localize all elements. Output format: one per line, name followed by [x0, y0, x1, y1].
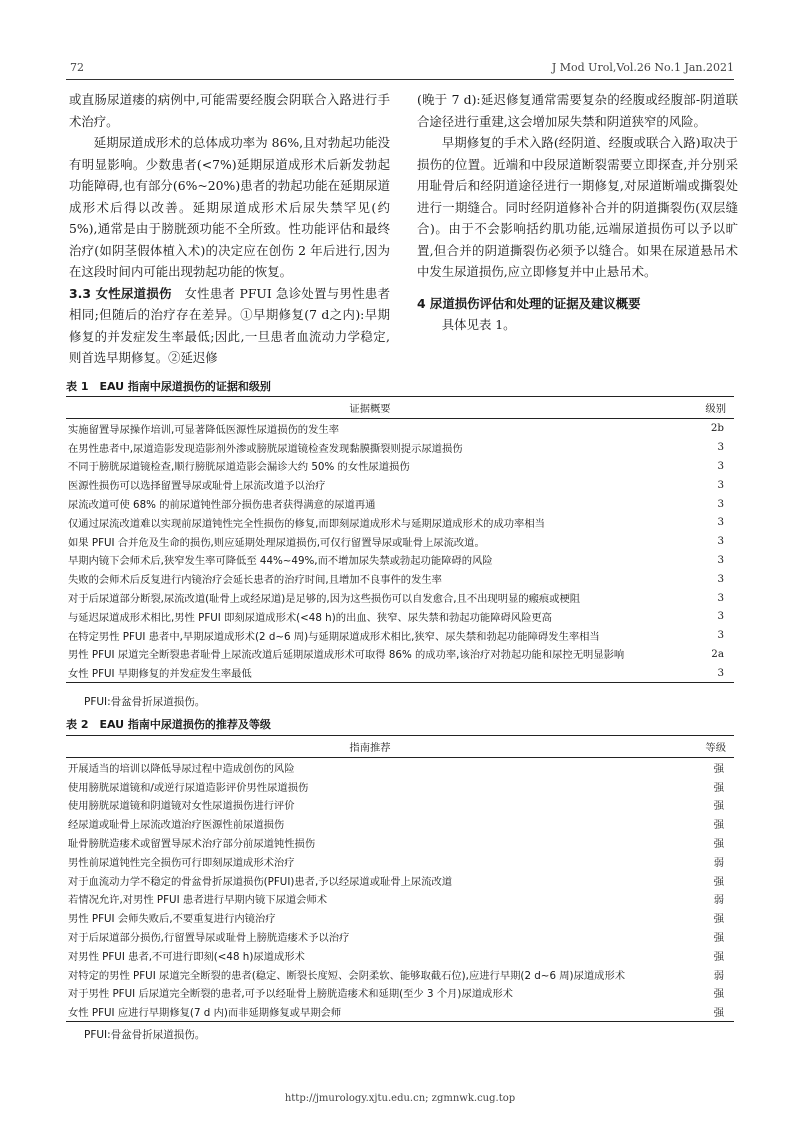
table1-cell-level: 3: [717, 572, 724, 585]
table1-cell-text: 尿流改道可使 68% 的前尿道钝性部分损伤患者获得满意的尿道再通: [68, 499, 376, 512]
table2-cell-level: 强: [713, 950, 724, 963]
table2-header-recommendation: 指南推荐: [66, 736, 674, 758]
table2-row: [66, 777, 734, 796]
table1-row: [66, 626, 734, 645]
table1-cell-text: 仅通过尿流改道难以实现前尿道钝性完全性损伤的修复,而即刻尿道成形术与延期尿道成形术的成功率相当: [68, 517, 545, 530]
table2-cell-text: 对于血流动力学不稳定的骨盆骨折尿道损伤(PFUI)患者,予以经尿道或耻骨上尿流改道: [68, 875, 453, 888]
table1-cell-text: 对于后尿道部分断裂,尿流改道(耻骨上或经尿道)是足够的,因为这些损伤可以自发愈合,且不出现明显的瘢痕或梗阻: [68, 593, 581, 606]
table1-cell-text: 医源性损伤可以选择留置导尿或耻骨上尿流改道予以治疗: [68, 480, 326, 493]
table2-cell-text: 耻骨膀胱造瘘术或留置导尿术治疗部分前尿道钝性损伤: [68, 838, 316, 851]
table2-row: [66, 984, 734, 1003]
left-column: [69, 89, 390, 369]
table2-row: [66, 927, 734, 946]
table1-cell-text: 不同于膀胱尿道镜检查,顺行膀胱尿道造影会漏诊大约 50% 的女性尿道损伤: [68, 461, 410, 474]
table1-row: [66, 438, 734, 457]
journal-citation: J Mod Urol,Vol.26 No.1 Jan.2021: [551, 61, 734, 74]
table2-caption: [66, 716, 271, 732]
table2-header-row: [66, 736, 734, 758]
table2-cell-text: 对特定的男性 PFUI 尿道完全断裂的患者(稳定、断裂长度短、会阴柔软、能够取截石位),应进行早期(2 d~6 周)尿道成形术: [68, 969, 626, 982]
footer-url: http://jmurology.xjtu.edu.cn; zgmnwk.cug.top: [284, 1093, 516, 1104]
table2-label: 表 2: [66, 718, 89, 731]
table1-row: [66, 532, 734, 551]
right-column: [417, 89, 738, 336]
table2-cell-level: 强: [674, 1002, 734, 1021]
table1-cell-level: 3: [717, 591, 724, 604]
table1-cell-level: 3: [717, 553, 724, 566]
table2-cell-level: 强: [713, 932, 724, 945]
table2-cell-level: 强: [713, 875, 724, 888]
table1-header-row: [66, 397, 734, 419]
table2-cell-level: 强: [713, 988, 724, 1001]
table2-cell-text: 女性 PFUI 应进行早期修复(7 d 内)而非延期修复或早期会师: [66, 1002, 674, 1021]
table2-cell-level: 弱: [713, 969, 724, 982]
table1-row: [66, 663, 734, 682]
table1-row: [66, 569, 734, 588]
table2-cell-level: 弱: [713, 856, 724, 869]
section-4-heading: 4 尿道损伤评估和处理的证据及建议概要: [417, 295, 641, 311]
section-3-3-body: 女性患者 PFUI 急诊处置与男性患者相同;但随后的治疗存在差异。①早期修复(7 d之内):早期修复的并发症发生率最低;因此,一旦患者血流动力学稳定,则首选早期修复。②延迟修: [69, 285, 390, 365]
table1-cell-text: 在男性患者中,尿道造影发现造影剂外渗或膀胱尿道镜检查发现黏膜撕裂则提示尿道损伤: [68, 442, 463, 455]
table1-caption: [66, 378, 271, 394]
table2-cell-level: 强: [713, 762, 724, 775]
table1-cell-level: 3: [717, 516, 724, 529]
table1-cell-text: 在特定男性 PFUI 患者中,早期尿道成形术(2 d~6 周)与延期尿道成形术相比,狭窄、尿失禁和勃起功能障碍发生率相当: [68, 630, 600, 643]
table2-cell-level: 强: [713, 800, 724, 813]
table1-row: [66, 551, 734, 570]
table2-row: [66, 852, 734, 871]
table2-cell-text: 男性前尿道钝性完全损伤可行即刻尿道成形术治疗: [68, 856, 295, 869]
table2-cell-level: 强: [713, 819, 724, 832]
table2-row: [66, 1002, 734, 1021]
table1-cell-level: 3: [717, 478, 724, 491]
table1-cell-level: 3: [717, 497, 724, 510]
table2-cell-level: 强: [713, 838, 724, 851]
table1-cell-text: 失败的会师术后反复进行内镜治疗会延长患者的治疗时间,且增加不良事件的发生率: [68, 574, 442, 587]
table2-cell-text: 对于男性 PFUI 后尿道完全断裂的患者,可予以经耻骨上膀胱造瘘术和延期(至少 3 个月)尿道成形术: [68, 988, 513, 1001]
table1-row: [66, 607, 734, 626]
table2-cell-level: 强: [713, 781, 724, 794]
table2-note: PFUI:骨盆骨折尿道损伤。: [84, 1029, 206, 1041]
left-paragraph-1: 或直肠尿道瘘的病例中,可能需要经腹会阴联合入路进行手术治疗。: [69, 92, 390, 129]
table1-row: [66, 645, 734, 664]
page-number: 72: [70, 61, 84, 74]
table2-row: [66, 833, 734, 852]
table2-cell-text: 对于后尿道部分损伤,行留置导尿或耻骨上膀胱造瘘术予以治疗: [68, 932, 350, 945]
left-paragraph-2: 延期尿道成形术的总体成功率为 86%,且对勃起功能没有明显影响。少数患者(<7%)延期尿道成形术后新发勃起功能障碍,也有部分(6%~20%)患者的勃起功能在延期尿道成形术后得以改善。延期尿道成形术后尿失禁罕见(约 5%),通常是由于膀胱颈功能不全所致。性功能评估和最终治疗(如阴茎假体植入术)的决定应在创伤 2 年后进行,因为在这段时间内可能出现勃起功能的恢复。: [69, 135, 390, 279]
table1-note: PFUI:骨盆骨折尿道损伤。: [84, 696, 206, 708]
table1-cell-level: 3: [717, 629, 724, 642]
table1-cell-level: 3: [717, 459, 724, 472]
table1-header-summary: 证据概要: [66, 397, 674, 419]
table1-row: [66, 457, 734, 476]
table2-row: [66, 946, 734, 965]
table1-label: 表 1: [66, 380, 89, 393]
table1-row: [66, 419, 734, 438]
table1-cell-text: 男性 PFUI 尿道完全断裂患者耻骨上尿流改道后延期尿道成形术可取得 86% 的成功率,该治疗对勃起功能和尿控无明显影响: [68, 649, 625, 662]
table1-cell-text: 与延迟尿道成形术相比,男性 PFUI 即刻尿道成形术(<48 h)的出血、狭窄、尿失禁和勃起功能障碍风险更高: [68, 611, 552, 624]
table1: [66, 396, 734, 683]
right-paragraph-1: (晚于 7 d):延迟修复通常需要复杂的经腹或经腹部-阴道联合途径进行重建,这会增加尿失禁和阴道狭窄的风险。: [417, 92, 738, 129]
table2-cell-text: 男性 PFUI 会师失败后,不要重复进行内镜治疗: [68, 913, 276, 926]
table1-row: [66, 494, 734, 513]
table2-header-grade: 等级: [674, 736, 734, 758]
table1-cell-level: 3: [717, 610, 724, 623]
section-3-3-heading: 3.3 女性尿道损伤: [69, 285, 172, 301]
table2-row: [66, 814, 734, 833]
table1-cell-text: 实施留置导尿操作培训,可显著降低医源性尿道损伤的发生率: [68, 423, 339, 436]
table1-row: [66, 513, 734, 532]
table2-cell-text: 若情况允许,对男性 PFUI 患者进行早期内镜下尿道会师术: [68, 894, 328, 907]
table2-cell-text: 使用膀胱尿道镜和阴道镜对女性尿道损伤进行评价: [68, 800, 295, 813]
table1-cell-level: 3: [717, 535, 724, 548]
table1-row: [66, 588, 734, 607]
table1-cell-level: 2a: [711, 647, 724, 660]
right-paragraph-2: 早期修复的手术入路(经阴道、经腹或联合入路)取决于损伤的位置。近端和中段尿道断裂需要立即探查,并分别采用耻骨后和经阴道途径进行一期修复,对尿道断端或撕裂处进行一期缝合。同时经阴道修补合并的阴道撕裂伤(双层缝合)。由于不会影响括约肌功能,远端尿道损伤可以予以旷置,但合并的阴道撕裂伤必须予以缝合。如果在尿道悬吊术中发生尿道损伤,应立即修复并中止悬吊术。: [417, 135, 738, 279]
table1-row: [66, 475, 734, 494]
table1-cell-level: 3: [674, 663, 734, 682]
table2-cell-level: 强: [713, 913, 724, 926]
header-rule: [66, 79, 734, 80]
table2-cell-text: 对男性 PFUI 患者,不可进行即刻(<48 h)尿道成形术: [68, 950, 305, 963]
table2: [66, 735, 734, 1022]
table1-cell-text: 早期内镜下会师术后,狭窄发生率可降低至 44%~49%,而不增加尿失禁或勃起功能障碍的风险: [68, 555, 493, 568]
table2-row: [66, 871, 734, 890]
table2-cell-level: 弱: [713, 894, 724, 907]
table2-cell-text: 经尿道或耻骨上尿流改道治疗医源性前尿道损伤: [68, 819, 285, 832]
table1-cell-level: 2b: [710, 422, 724, 435]
right-paragraph-3: 具体见表 1。: [441, 317, 516, 332]
table2-cell-text: 使用膀胱尿道镜和/或逆行尿道造影评价男性尿道损伤: [68, 781, 309, 794]
table2-row: [66, 758, 734, 777]
table1-cell-text: 女性 PFUI 早期修复的并发症发生率最低: [66, 663, 674, 682]
table1-title: EAU 指南中尿道损伤的证据和级别: [99, 380, 271, 393]
table1-cell-text: 如果 PFUI 合并危及生命的损伤,则应延期处理尿道损伤,可仅行留置导尿或耻骨上尿流改道。: [68, 536, 485, 549]
table1-header-level: 级别: [674, 397, 734, 419]
table2-cell-text: 开展适当的培训以降低导尿过程中造成创伤的风险: [68, 762, 295, 775]
table2-title: EAU 指南中尿道损伤的推荐及等级: [99, 718, 271, 731]
table2-row: [66, 908, 734, 927]
table2-row: [66, 890, 734, 909]
table1-cell-level: 3: [717, 441, 724, 454]
table2-row: [66, 796, 734, 815]
table2-row: [66, 965, 734, 984]
section-3-3-paragraph: [69, 283, 390, 369]
